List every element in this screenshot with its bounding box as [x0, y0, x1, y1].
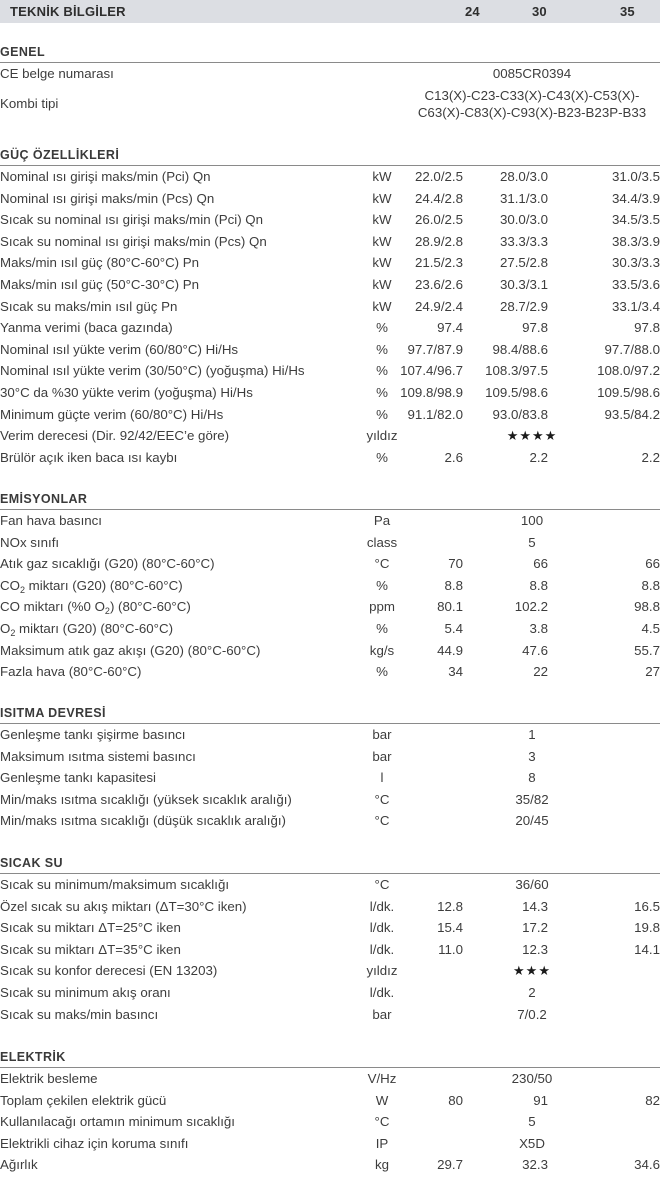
row-value-24: 2.6 — [445, 450, 464, 466]
row-unit: W — [342, 1093, 422, 1109]
row-label-part: CO miktarı (%0 O — [0, 599, 105, 614]
row-label: CE belge numarası — [0, 66, 114, 82]
row-label: Fazla hava (80°C-60°C) — [0, 664, 141, 680]
row-label: Sıcak su nominal ısı girişi maks/min (Pci) Qn — [0, 212, 263, 228]
row-value-30: 47.6 — [522, 643, 548, 659]
section-title: EMİSYONLAR — [0, 492, 87, 506]
row-unit: bar — [342, 727, 422, 743]
star-rating-icon: ★★★ — [402, 963, 660, 979]
row-label: Yanma verimi (baca gazında) — [0, 320, 173, 336]
row-label: Elektrikli cihaz için koruma sınıfı — [0, 1136, 188, 1152]
row-value-35: 34.6 — [634, 1157, 660, 1173]
row-unit: ppm — [342, 599, 422, 615]
row-unit: °C — [342, 877, 422, 893]
row-value-35: 27 — [645, 664, 660, 680]
row-label: Genleşme tankı kapasitesi — [0, 770, 156, 786]
row-value-24: 12.8 — [437, 899, 463, 915]
row-label: Kullanılacağı ortamın minimum sıcaklığı — [0, 1114, 235, 1130]
row-unit: kW — [342, 191, 422, 207]
row-value-35: 66 — [645, 556, 660, 572]
table-row — [0, 749, 660, 771]
row-value-35: 14.1 — [634, 942, 660, 958]
row-label: Sıcak su minimum akış oranı — [0, 985, 171, 1001]
row-unit: % — [342, 578, 422, 594]
row-value-35: 34.5/3.5 — [612, 212, 660, 228]
row-value-35: 4.5 — [642, 621, 660, 637]
row-label: Maksimum ısıtma sistemi basıncı — [0, 749, 196, 765]
row-label-part: ) (80°C-60°C) — [110, 599, 191, 614]
row-value-24: 107.4/96.7 — [400, 363, 463, 379]
row-value-35: 33.1/3.4 — [612, 299, 660, 315]
table-row — [0, 320, 660, 342]
row-value-35: 30.3/3.3 — [612, 255, 660, 271]
row-unit: l/dk. — [342, 942, 422, 958]
section-divider — [0, 165, 660, 166]
table-row — [0, 66, 660, 88]
table-row — [0, 385, 660, 407]
row-unit: IP — [342, 1136, 422, 1152]
row-label-part: CO — [0, 578, 20, 593]
row-label: Fan hava basıncı — [0, 513, 102, 529]
row-label: Atık gaz sıcaklığı (G20) (80°C-60°C) — [0, 556, 215, 572]
table-row — [0, 535, 660, 557]
section-title: GÜÇ ÖZELLİKLERİ — [0, 148, 119, 162]
row-label: Maks/min ısıl güç (80°C-60°C) Pn — [0, 255, 199, 271]
row-label — [0, 578, 183, 594]
row-label: Sıcak su maks/min ısıl güç Pn — [0, 299, 177, 315]
row-value-24: 8.8 — [445, 578, 464, 594]
row-label: Elektrik besleme — [0, 1071, 98, 1087]
row-value-30: 33.3/3.3 — [500, 234, 548, 250]
row-value-24: 97.4 — [437, 320, 463, 336]
table-row — [0, 277, 660, 299]
row-unit: class — [342, 535, 422, 551]
row-value-30: 27.5/2.8 — [500, 255, 548, 271]
star-rating-icon: ★★★★ — [402, 428, 660, 444]
row-value-35: 108.0/97.2 — [597, 363, 660, 379]
row-unit: bar — [342, 749, 422, 765]
column-header-24: 24 — [465, 4, 480, 19]
table-row — [0, 513, 660, 535]
row-value-24: 5.4 — [445, 621, 464, 637]
row-label: Maksimum atık gaz akışı (G20) (80°C-60°C) — [0, 643, 260, 659]
row-value-24: 80.1 — [437, 599, 463, 615]
table-row — [0, 255, 660, 277]
row-label-subscript: 2 — [105, 606, 110, 616]
table-row — [0, 299, 660, 321]
row-unit: l/dk. — [342, 899, 422, 915]
table-row — [0, 234, 660, 256]
row-value-24: 24.4/2.8 — [415, 191, 463, 207]
row-unit: °C — [342, 1114, 422, 1130]
row-label: Nominal ısı girişi maks/min (Pcs) Qn — [0, 191, 214, 207]
table-row — [0, 621, 660, 643]
row-value-35: 19.8 — [634, 920, 660, 936]
section-title: SICAK SU — [0, 856, 63, 870]
table-row — [0, 643, 660, 665]
row-value: 3 — [402, 749, 660, 765]
row-label: Nominal ısıl yükte verim (30/50°C) (yoğuşma) Hi/Hs — [0, 363, 305, 379]
table-row — [0, 899, 660, 921]
row-value: 5 — [402, 535, 660, 551]
row-value-24: 34 — [448, 664, 463, 680]
table-row — [0, 428, 660, 450]
row-value-30: 2.2 — [530, 450, 549, 466]
row-value: 36/60 — [402, 877, 660, 893]
row-label-subscript: 2 — [10, 628, 15, 638]
row-label: Brülör açık iken baca ısı kaybı — [0, 450, 177, 466]
row-value: 1 — [402, 727, 660, 743]
row-value-30: 108.3/97.5 — [485, 363, 548, 379]
row-label: Sıcak su miktarı ΔT=35°C iken — [0, 942, 181, 958]
row-unit: l — [342, 770, 422, 786]
section-divider — [0, 723, 660, 724]
table-row — [0, 985, 660, 1007]
row-value-24: 44.9 — [437, 643, 463, 659]
table-row — [0, 1157, 660, 1179]
row-label: Maks/min ısıl güç (50°C-30°C) Pn — [0, 277, 199, 293]
row-unit: l/dk. — [342, 920, 422, 936]
row-value-30: 14.3 — [522, 899, 548, 915]
table-row — [0, 1093, 660, 1115]
row-value-35: 31.0/3.5 — [612, 169, 660, 185]
table-row — [0, 770, 660, 792]
row-label: Nominal ısı girişi maks/min (Pci) Qn — [0, 169, 211, 185]
row-value-24: 70 — [448, 556, 463, 572]
table-row — [0, 212, 660, 234]
row-unit: yıldız — [342, 963, 422, 979]
table-row — [0, 1071, 660, 1093]
table-row — [0, 1136, 660, 1158]
row-unit: kW — [342, 299, 422, 315]
row-unit: kg — [342, 1157, 422, 1173]
section-divider — [0, 1067, 660, 1068]
row-value-24: 109.8/98.9 — [400, 385, 463, 401]
row-value: 5 — [402, 1114, 660, 1130]
row-value-24: 80 — [448, 1093, 463, 1109]
row-label: Sıcak su konfor derecesi (EN 13203) — [0, 963, 217, 979]
row-value-30: 66 — [533, 556, 548, 572]
row-value-30: 97.8 — [522, 320, 548, 336]
row-value: 100 — [402, 513, 660, 529]
table-title: TEKNİK BİLGİLER — [10, 4, 126, 19]
row-value: 7/0.2 — [402, 1007, 660, 1023]
table-row — [0, 191, 660, 213]
row-value-30: 32.3 — [522, 1157, 548, 1173]
row-value-35: 34.4/3.9 — [612, 191, 660, 207]
row-value-line1: C13(X)-C23-C33(X)-C43(X)-C53(X)- — [402, 88, 660, 104]
section-divider — [0, 873, 660, 874]
row-value-30: 22 — [533, 664, 548, 680]
row-unit: kW — [342, 277, 422, 293]
row-value-30: 8.8 — [530, 578, 549, 594]
row-value: 2 — [402, 985, 660, 1001]
row-value-24: 29.7 — [437, 1157, 463, 1173]
row-label: NOx sınıfı — [0, 535, 59, 551]
row-value: 0085CR0394 — [402, 66, 660, 82]
row-value-35: 97.7/88.0 — [605, 342, 660, 358]
row-unit: kg/s — [342, 643, 422, 659]
table-row — [0, 169, 660, 191]
row-unit: yıldız — [342, 428, 422, 444]
row-value-24: 97.7/87.9 — [408, 342, 463, 358]
row-unit: % — [342, 450, 422, 466]
row-label — [0, 599, 191, 615]
row-value-30: 93.0/83.8 — [493, 407, 548, 423]
table-row — [0, 599, 660, 621]
row-value-line2: C63(X)-C83(X)-C93(X)-B23-B23P-B33 — [402, 105, 660, 121]
row-unit: % — [342, 320, 422, 336]
row-value-35: 109.5/98.6 — [597, 385, 660, 401]
row-value-30: 12.3 — [522, 942, 548, 958]
table-row — [0, 1007, 660, 1029]
table-row — [0, 407, 660, 429]
table-row — [0, 664, 660, 686]
row-value-24: 21.5/2.3 — [415, 255, 463, 271]
row-unit: % — [342, 342, 422, 358]
row-label: Min/maks ısıtma sıcaklığı (düşük sıcaklık aralığı) — [0, 813, 286, 829]
row-unit: °C — [342, 792, 422, 808]
row-label — [0, 621, 173, 637]
row-value-24: 15.4 — [437, 920, 463, 936]
section-title: ISITMA DEVRESİ — [0, 706, 106, 720]
row-value-30: 28.0/3.0 — [500, 169, 548, 185]
row-value-30: 98.4/88.6 — [493, 342, 548, 358]
table-row — [0, 87, 660, 125]
row-value-30: 91 — [533, 1093, 548, 1109]
row-label: Minimum güçte verim (60/80°C) Hi/Hs — [0, 407, 223, 423]
table-row — [0, 877, 660, 899]
row-value-35: 93.5/84.2 — [605, 407, 660, 423]
row-value-24: 11.0 — [438, 942, 463, 958]
row-value-35: 98.8 — [634, 599, 660, 615]
table-row — [0, 920, 660, 942]
section-divider — [0, 509, 660, 510]
row-value: 230/50 — [402, 1071, 660, 1087]
row-unit: °C — [342, 556, 422, 572]
section-title: ELEKTRİK — [0, 1050, 66, 1064]
row-label: Sıcak su minimum/maksimum sıcaklığı — [0, 877, 229, 893]
row-label: Sıcak su miktarı ΔT=25°C iken — [0, 920, 181, 936]
row-unit: kW — [342, 255, 422, 271]
row-value-24: 26.0/2.5 — [415, 212, 463, 228]
row-label: Sıcak su nominal ısı girişi maks/min (Pcs) Qn — [0, 234, 267, 250]
row-label: Toplam çekilen elektrik gücü — [0, 1093, 166, 1109]
row-value-35: 38.3/3.9 — [612, 234, 660, 250]
row-value: 20/45 — [402, 813, 660, 829]
row-unit: % — [342, 363, 422, 379]
row-value-24: 28.9/2.8 — [415, 234, 463, 250]
table-row — [0, 942, 660, 964]
table-row — [0, 363, 660, 385]
row-value-35: 97.8 — [634, 320, 660, 336]
table-row — [0, 450, 660, 472]
row-value-35: 55.7 — [634, 643, 660, 659]
row-value-30: 28.7/2.9 — [500, 299, 548, 315]
table-row — [0, 556, 660, 578]
row-label: Sıcak su maks/min basıncı — [0, 1007, 158, 1023]
table-row — [0, 963, 660, 985]
row-unit: kW — [342, 169, 422, 185]
row-value-35: 33.5/3.6 — [612, 277, 660, 293]
row-unit: kW — [342, 234, 422, 250]
row-value: 35/82 — [402, 792, 660, 808]
row-value-30: 3.8 — [530, 621, 549, 637]
row-unit: l/dk. — [342, 985, 422, 1001]
section-title: GENEL — [0, 45, 45, 59]
row-unit: V/Hz — [342, 1071, 422, 1087]
row-unit: °C — [342, 813, 422, 829]
column-header-30: 30 — [532, 4, 547, 19]
row-value: X5D — [402, 1136, 660, 1152]
table-row — [0, 727, 660, 749]
row-label-part: O — [0, 621, 10, 636]
row-unit: kW — [342, 212, 422, 228]
row-value-30: 109.5/98.6 — [485, 385, 548, 401]
row-label-part: miktarı (G20) (80°C-60°C) — [25, 578, 183, 593]
table-header — [0, 0, 660, 23]
row-label: Ağırlık — [0, 1157, 38, 1173]
row-unit: % — [342, 621, 422, 637]
section-divider — [0, 62, 660, 63]
table-row — [0, 792, 660, 814]
column-header-35: 35 — [620, 4, 635, 19]
row-value: 8 — [402, 770, 660, 786]
row-label: Kombi tipi — [0, 96, 58, 112]
row-label: Min/maks ısıtma sıcaklığı (yüksek sıcaklık aralığı) — [0, 792, 292, 808]
row-value-30: 102.2 — [515, 599, 548, 615]
row-value-24: 22.0/2.5 — [415, 169, 463, 185]
row-label: Genleşme tankı şişirme basıncı — [0, 727, 186, 743]
table-row — [0, 1114, 660, 1136]
row-value-30: 30.0/3.0 — [500, 212, 548, 228]
table-row — [0, 578, 660, 600]
row-unit: % — [342, 664, 422, 680]
row-label: Nominal ısıl yükte verim (60/80°C) Hi/Hs — [0, 342, 238, 358]
row-value-35: 2.2 — [642, 450, 660, 466]
row-value-24: 24.9/2.4 — [415, 299, 463, 315]
row-value-30: 17.2 — [522, 920, 548, 936]
row-unit: bar — [342, 1007, 422, 1023]
row-value-30: 30.3/3.1 — [500, 277, 548, 293]
row-value-30: 31.1/3.0 — [500, 191, 548, 207]
table-row — [0, 813, 660, 835]
row-label: Özel sıcak su akış miktarı (ΔT=30°C iken) — [0, 899, 247, 915]
row-label: Verim derecesi (Dir. 92/42/EEC’e göre) — [0, 428, 229, 444]
row-value-24: 23.6/2.6 — [415, 277, 463, 293]
row-label-subscript: 2 — [20, 585, 25, 595]
row-unit: % — [342, 407, 422, 423]
row-value-35: 16.5 — [634, 899, 660, 915]
row-value-35: 8.8 — [642, 578, 660, 594]
row-label: 30°C da %30 yükte verim (yoğuşma) Hi/Hs — [0, 385, 253, 401]
row-value-24: 91.1/82.0 — [408, 407, 463, 423]
table-row — [0, 342, 660, 364]
row-unit: Pa — [342, 513, 422, 529]
row-unit: % — [342, 385, 422, 401]
row-value-35: 82 — [645, 1093, 660, 1109]
row-label-part: miktarı (G20) (80°C-60°C) — [15, 621, 173, 636]
